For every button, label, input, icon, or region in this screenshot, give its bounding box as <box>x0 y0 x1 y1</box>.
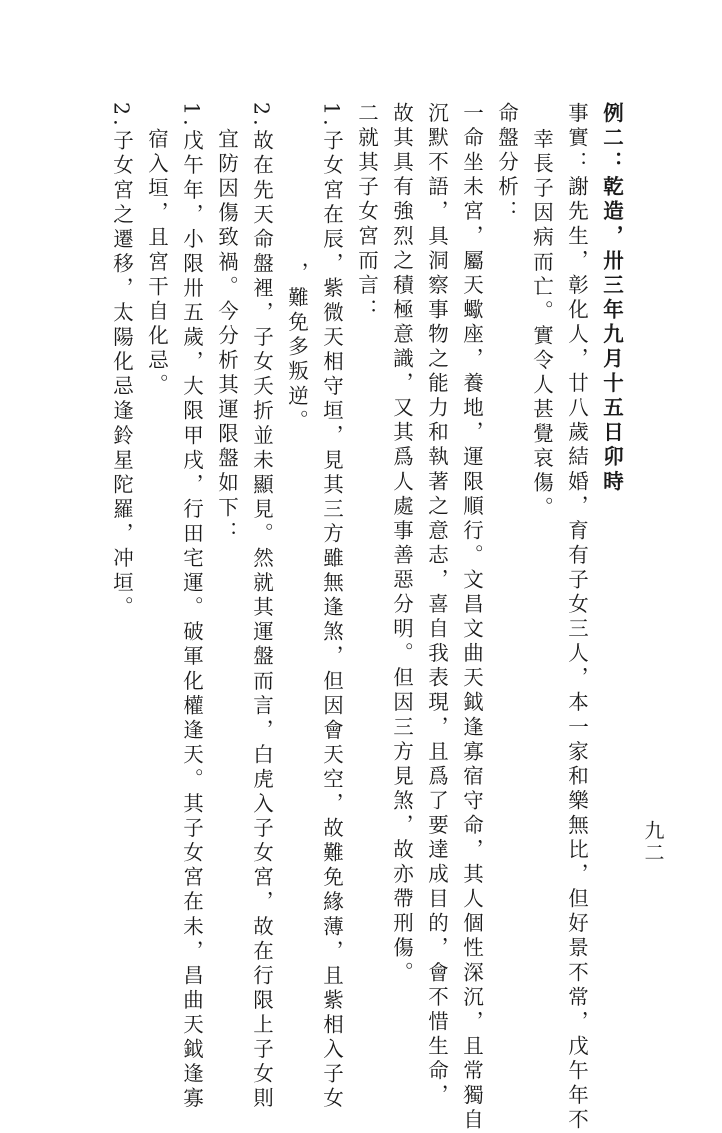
section-heading: 二就其子女宮而言： <box>354 102 379 323</box>
text-line: 1.戊午年，小限卅五歲，大限甲戌，行田宅運。破軍化權逢天。其子女宮在未，昌曲天鉞逢寡 <box>179 102 204 1112</box>
page-number: 九二 <box>641 820 665 864</box>
text-line: 1.子女宮在辰，紫微天相守垣，見其三方雖無逢煞，但因會天空，故難免緣薄，且紫相入子女 <box>319 102 344 1112</box>
text-line: 幸長子因病而亡。實令人甚覺哀傷。 <box>529 128 554 521</box>
text-line: 宜防因傷致禍。今分析其運限盤如下： <box>214 128 239 546</box>
text-line: 宿入垣，且宮干自化忌。 <box>144 128 169 399</box>
section-heading: 命盤分析： <box>494 102 519 225</box>
text-line: 2.子女宮之遷移，太陽化忌逢鈴星陀羅，冲垣。 <box>109 102 134 621</box>
text-line: 故其具有強烈之積極意識，又其爲人處事善惡分明。但因三方見煞，故亦帶刑傷。 <box>389 102 414 986</box>
text-line: 沉默不語，具洞察事物之能力和執著之意志，喜自我表現，且爲了要達成目的，會不惜生命， <box>424 102 449 1109</box>
example-heading: 例二：乾造，卅三年九月十五日卯時 <box>599 102 624 495</box>
text-line: 2.故在先天命盤裡，子女夭折並未顯見。然就其運盤而言，白虎入子女宮，故在行限上子女則 <box>249 102 274 1112</box>
text-line: 一命坐未宮，屬天蠍座，養地，運限順行。文昌文曲天鉞逢寡宿守命，其人個性深沉，且常獨自 <box>459 102 484 1133</box>
text-line: ，難免多叛逆。 <box>284 262 309 434</box>
text-line: 事實：謝先生，彰化人，廿八歲結婚，育有子女三人，本一家和樂無比，但好景不常，戊午年不 <box>564 102 589 1133</box>
